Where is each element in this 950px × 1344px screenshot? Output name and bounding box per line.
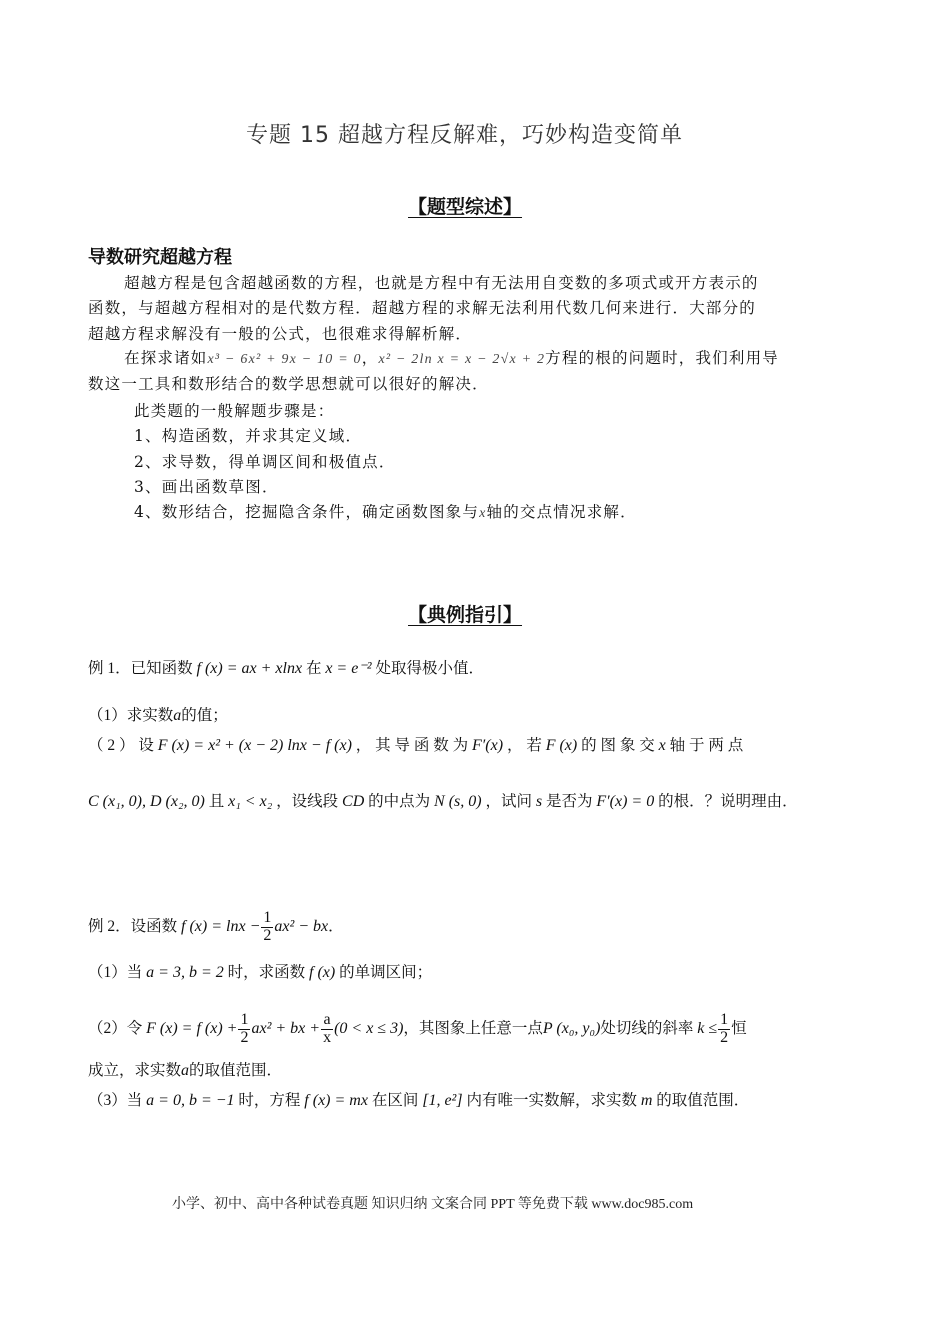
ex1-text: 是否为 — [545, 793, 593, 810]
midpoint-n: N (s, 0) — [434, 793, 482, 810]
step-2: 2、求导数，得单调区间和极值点． — [134, 453, 396, 471]
variable-x: x — [479, 506, 487, 521]
fraction-numerator: 1 — [263, 909, 272, 926]
example-1-part-2-cont — [88, 789, 798, 811]
example-1-part-1 — [88, 703, 228, 725]
variable-x: x — [658, 737, 666, 754]
ex2-text: 的单调区间； — [339, 964, 433, 981]
ex1-text: ， 其 导 函 数 为 — [355, 737, 469, 754]
ex2-text: 处切线的斜率 — [600, 1019, 694, 1037]
fraction — [718, 1012, 730, 1047]
ex2-function — [181, 909, 329, 944]
ex2-text: 在区间 — [371, 1092, 419, 1109]
ex1-text: 的 图 象 交 — [581, 737, 655, 754]
example-2-part-3 — [88, 1088, 749, 1110]
ex1-text: （1）求实数 — [88, 707, 174, 724]
fraction-denominator: 2 — [240, 1028, 249, 1046]
fraction — [261, 910, 273, 945]
steps-intro: 此类题的一般解题步骤是： — [134, 402, 335, 420]
ex2-text: 恒 — [731, 1019, 747, 1037]
example-1-part-2 — [88, 733, 743, 755]
ex1-text: 的中点为 — [368, 793, 431, 810]
ex1-text: ， 若 — [506, 737, 542, 754]
fraction-denominator: 2 — [263, 926, 272, 944]
example-2-part-1 — [88, 960, 432, 982]
ex1-inequality: x₁ < x₂ — [228, 793, 273, 810]
example-1-statement — [88, 656, 484, 678]
ex1-text: ，设线段 — [276, 793, 339, 810]
example-2-part-2 — [88, 1012, 747, 1047]
section-heading-examples: 【典例指引】 — [408, 604, 523, 626]
intro-line-2: 函数，与超越方程相对的是代数方程．超越方程的求解无法利用代数几何来进行．大部分的 — [88, 299, 757, 317]
fraction-denominator: 2 — [720, 1028, 729, 1046]
ex2-text: 时，求函数 — [227, 964, 306, 981]
fraction-numerator: 1 — [720, 1011, 729, 1028]
ex2-slope-part: k ≤ — [697, 1019, 718, 1037]
ex1-F: F (x) — [545, 737, 578, 754]
segment-cd: CD — [342, 793, 365, 810]
step-1: 1、构造函数，并求其定义域． — [134, 427, 363, 445]
ex2-F-part: (0 < x ≤ 3) — [334, 1019, 404, 1037]
ex2-text: ． — [328, 917, 344, 935]
ex1-function: f (x) = ax + xlnx — [196, 660, 303, 677]
ex1-text: 的值； — [181, 707, 228, 724]
step-4 — [134, 500, 637, 522]
ex1-points: C (x₁, 0), D (x₂, 0) — [88, 793, 205, 810]
ex2-text: 内有唯一实数解，求实数 — [466, 1092, 637, 1109]
ex1-text: 且 — [208, 793, 225, 810]
ex2-text: 的取值范围． — [189, 1062, 283, 1079]
example-2-part-2-cont — [88, 1058, 282, 1080]
ex1-F-derivative: F′(x) — [472, 737, 504, 754]
ex2-text: ，其图象上任意一点 — [403, 1019, 543, 1037]
page-title: 专题 15 超越方程反解难，巧妙构造变简单 — [246, 123, 683, 148]
equation-cubic: x³ − 6x² + 9x − 10 = 0 — [207, 352, 362, 367]
variable-a: a — [173, 707, 182, 724]
fraction-numerator: a — [321, 1012, 333, 1030]
ex2-text: 的取值范围． — [656, 1092, 750, 1109]
ex2-function-part: f (x) = lnx − — [181, 917, 261, 935]
comma: ， — [361, 349, 379, 367]
variable-a: a — [181, 1062, 190, 1079]
ex2-point-p: P (x₀, y₀) — [542, 1019, 601, 1037]
ex2-text: （3）当 — [88, 1092, 143, 1109]
intro-text: 方程的根的问题时，我们利用导 — [545, 349, 779, 367]
example-2-statement — [88, 910, 344, 945]
ex1-text: 例 1．已知函数 — [88, 660, 193, 677]
variable-s: s — [535, 793, 543, 810]
section-heading-overview: 【题型综述】 — [408, 196, 523, 218]
ex1-derivative-eq: F′(x) = 0 — [596, 793, 655, 810]
ex2-F-part: ax² + bx + — [251, 1019, 321, 1037]
subheading: 导数研究超越方程 — [88, 247, 232, 268]
intro-line-1: 超越方程是包含超越函数的方程，也就是方程中有无法用自变数的多项式或开方表示的 — [124, 274, 759, 292]
ex2-interval: [1, e²] — [422, 1092, 463, 1109]
footer: 小学、初中、高中各种试卷真题 知识归纳 文案合同 PPT 等免费下载 www.doc985.com — [172, 1197, 694, 1212]
fraction — [238, 1012, 250, 1047]
ex1-text: 处取得极小值． — [375, 660, 484, 677]
intro-line-5: 数这一工具和数形结合的数学思想就可以很好的解决． — [88, 375, 489, 393]
ex1-F-definition: F (x) = x² + (x − 2) lnx − f (x) — [157, 737, 352, 754]
ex2-text: 例 2．设函数 — [88, 917, 178, 935]
equation-log: x² − 2ln x = x − 2√x + 2 — [378, 352, 546, 367]
ex1-text: 在 — [305, 660, 322, 677]
fraction — [321, 1012, 333, 1047]
ex2-text: （1）当 — [88, 964, 143, 981]
intro-text: 在探求诸如 — [124, 349, 208, 367]
ex2-condition: a = 3, b = 2 — [146, 964, 224, 981]
fraction-numerator: 1 — [240, 1011, 249, 1028]
ex2-F-definition — [146, 1011, 404, 1046]
ex1-point: x = e⁻² — [325, 660, 372, 677]
ex2-text: 时，方程 — [238, 1092, 301, 1109]
step-4-text: 轴的交点情况求解． — [486, 503, 637, 521]
variable-m: m — [640, 1092, 653, 1109]
ex2-text: （2）令 — [88, 1019, 143, 1037]
fraction-denominator: x — [323, 1028, 332, 1046]
ex2-condition-3: a = 0, b = −1 — [146, 1092, 235, 1109]
ex2-equation: f (x) = mx — [304, 1092, 368, 1109]
ex1-text: 的根．？说明理由． — [658, 793, 798, 810]
step-4-text: 4、数形结合，挖掘隐含条件，确定函数图象与 — [134, 503, 480, 521]
ex2-function-part: ax² − bx — [274, 917, 329, 935]
ex2-f: f (x) — [309, 964, 336, 981]
intro-line-4 — [124, 346, 779, 368]
intro-line-3: 超越方程求解没有一般的公式，也很难求得解析解． — [88, 325, 473, 343]
ex2-F-part: F (x) = f (x) + — [146, 1019, 238, 1037]
ex2-text: 成立，求实数 — [88, 1062, 182, 1079]
ex1-text: ，试问 — [485, 793, 532, 810]
step-3: 3、画出函数草图． — [134, 478, 279, 496]
ex2-slope — [697, 1011, 731, 1046]
ex1-text: 轴 于 两 点 — [669, 737, 744, 754]
ex1-text: （ 2 ） 设 — [88, 737, 154, 754]
